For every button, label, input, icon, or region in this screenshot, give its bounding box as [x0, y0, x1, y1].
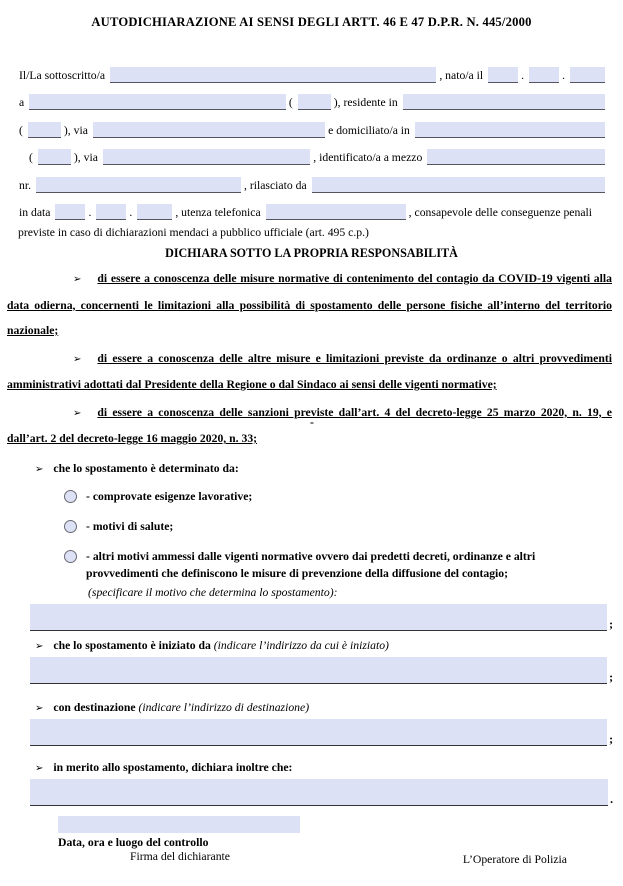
field-tail-punctuation: ; [609, 670, 613, 684]
label-identified-by: , identificato/a a mezzo [313, 151, 423, 164]
option-other-reasons [64, 548, 607, 582]
label-in-data: in data [19, 206, 51, 219]
label-date-dot: . [129, 206, 133, 219]
movement-reason-heading [35, 462, 607, 475]
field-tail-punctuation: ; [609, 732, 613, 746]
label-aware-of-penalties: , consapevole delle conseguenze penali [408, 206, 593, 219]
label-paren-open: ( [29, 151, 33, 164]
input-residence-city[interactable] [403, 94, 605, 110]
form-line-domicile-street [28, 138, 607, 166]
input-id-document-type[interactable] [427, 149, 605, 165]
input-phone[interactable] [266, 204, 406, 220]
destination-field-row [30, 719, 613, 746]
specify-reason-note: (specificare il motivo che determina lo spostamento): [88, 585, 338, 599]
option-label: - altri motivi ammessi dalle vigenti normative ovvero dai predetti decreti, ordinanze e altri provvedimenti che definiscono le misure di prevenzione della diffusione del contagio; [86, 549, 536, 580]
input-birth-province[interactable] [298, 94, 331, 110]
label-penalties-continuation: previste in caso di dichiarazioni mendaci a pubblico ufficiale (art. 495 c.p.) [18, 226, 369, 239]
bullet-arrow-icon: ➢ [73, 407, 82, 419]
textarea-origin-address[interactable] [30, 657, 607, 684]
field-tail-punctuation: . [610, 792, 613, 806]
label-phone: , utenza telefonica [175, 206, 261, 219]
bullet-arrow-icon: ➢ [73, 274, 82, 285]
identity-section [18, 55, 607, 220]
option-health-reasons [64, 518, 607, 535]
stray-dash-mark: - [310, 416, 314, 429]
further-declarations-heading [35, 761, 607, 774]
input-id-document-number[interactable] [36, 177, 241, 193]
declaration-text: di essere a conoscenza delle misure normative di contenimento del contagio da COVID-19 vigenti alla data odierna, concernenti le limitazioni alla possibilità di spostamento delle persone fisiche all’interno del territorio nazionale; [7, 272, 612, 337]
bullet-arrow-icon: ➢ [73, 353, 82, 365]
label-born-at: a [19, 96, 25, 109]
textarea-additional-declarations[interactable] [30, 779, 608, 806]
form-line-residence-street [18, 110, 607, 138]
textarea-destination-address[interactable] [30, 719, 607, 746]
origin-label: che lo spostamento è iniziato da [53, 638, 211, 652]
page-title: AUTODICHIARAZIONE AI SENSI DEGLI ARTT. 46 E 47 D.P.R. N. 445/2000 [91, 15, 532, 29]
label-domiciled-in: e domiciliato/a in [328, 123, 410, 137]
option-work-reasons [64, 488, 607, 505]
bullet-arrow-icon: ➢ [35, 702, 44, 714]
input-id-issuer[interactable] [312, 177, 605, 193]
label-via: ), via [63, 123, 88, 137]
field-tail-punctuation: ; [609, 617, 613, 631]
radio-health-reasons[interactable] [64, 520, 77, 533]
label-born-on: , nato/a il [439, 68, 484, 82]
declaration-text: di essere a conoscenza delle altre misure e limitazioni previste da ordinanze o altri provvedimenti amministrativi adottati dal Presidente della Regione o dal Sindaco ai sensi delle vigenti normative; [7, 351, 612, 391]
input-birth-place[interactable] [29, 94, 286, 110]
label-paren-open: ( [19, 123, 23, 137]
destination-heading [35, 701, 607, 714]
destination-label: con destinazione [53, 700, 136, 714]
further-declarations-field-row [30, 779, 613, 806]
input-domicile-province[interactable] [38, 149, 71, 165]
further-declarations-label: in merito allo spostamento, dichiara inoltre che: [53, 760, 293, 774]
origin-hint: (indicare l’indirizzo da cui è iniziato) [213, 638, 389, 652]
input-issue-month[interactable] [96, 204, 126, 220]
origin-heading [35, 639, 607, 652]
form-line-issue-date-phone [18, 193, 607, 221]
label-nr: nr. [19, 178, 32, 192]
input-issue-year[interactable] [137, 204, 172, 220]
declaration-item [7, 266, 612, 344]
control-signature-block [58, 816, 302, 863]
declaration-item [7, 346, 612, 398]
radio-other-reasons[interactable] [64, 550, 77, 563]
bullet-arrow-icon: ➢ [35, 640, 44, 652]
movement-reason-field-row [30, 604, 613, 631]
input-domicile-street[interactable] [103, 149, 310, 165]
form-line-name [18, 55, 607, 83]
input-residence-province[interactable] [28, 122, 61, 138]
origin-field-row [30, 657, 613, 684]
option-label: - motivi di salute; [86, 519, 174, 533]
label-undersigned: Il/La sottoscritto/a [19, 68, 106, 82]
label-via: ), via [73, 151, 98, 164]
input-control-datetime-place[interactable] [58, 816, 300, 833]
input-issue-day[interactable] [55, 204, 85, 220]
input-residence-street[interactable] [93, 122, 325, 138]
label-date-dot: . [521, 68, 525, 82]
movement-reason-label: che lo spostamento è determinato da: [53, 461, 239, 475]
input-domicile-city[interactable] [415, 122, 605, 138]
radio-work-reasons[interactable] [64, 490, 77, 503]
declarant-signature-label: Firma del dichiarante [130, 850, 230, 863]
textarea-movement-reason[interactable] [30, 604, 607, 631]
police-officer-label: L’Operatore di Polizia [462, 853, 567, 866]
label-paren-open: ( [288, 96, 293, 109]
declaration-text: di essere a conoscenza delle sanzioni previste dall’art. 4 del decreto-legge 25 marzo 2020, n. 19, e dall’art. 2 del decreto-legge 16 maggio 2020, n. 33; [7, 405, 612, 445]
input-birth-month[interactable] [529, 67, 559, 83]
input-birth-year[interactable] [570, 67, 605, 83]
form-line-document-number [18, 165, 607, 193]
input-full-name[interactable] [110, 67, 436, 83]
option-label: - comprovate esigenze lavorative; [86, 489, 253, 503]
label-issued-by: , rilasciato da [244, 178, 307, 192]
bullet-arrow-icon: ➢ [35, 762, 44, 774]
form-line-birthplace [18, 83, 607, 111]
bullet-arrow-icon: ➢ [35, 463, 44, 475]
control-label: Data, ora e luogo del controllo [58, 836, 209, 849]
destination-hint: (indicare l’indirizzo di destinazione) [138, 700, 310, 714]
footer-section [58, 816, 607, 866]
label-date-dot: . [562, 68, 565, 82]
input-birth-day[interactable] [488, 67, 518, 83]
label-resident-in: ), residente in [333, 96, 398, 109]
label-date-dot: . [88, 206, 92, 219]
section-heading-declares: DICHIARA SOTTO LA PROPRIA RESPONSABILITÀ [165, 246, 458, 260]
